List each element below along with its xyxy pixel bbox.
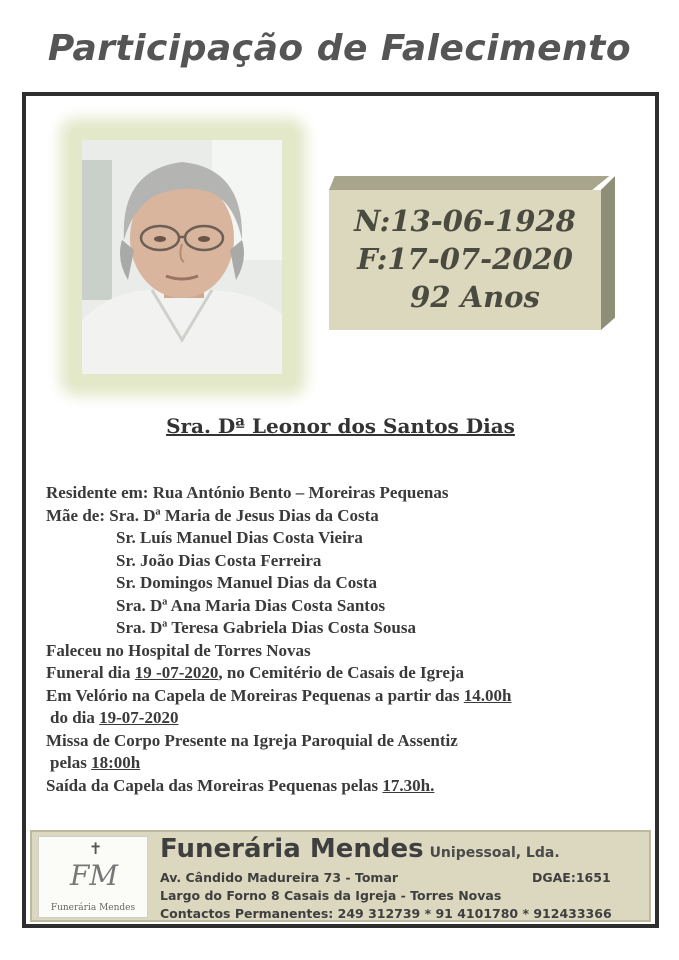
portrait-illustration [82, 140, 282, 374]
dates-plaque [329, 176, 615, 330]
company-type: Unipessoal, Lda. [429, 845, 560, 861]
died-at-line: Faleceu no Hospital de Torres Novas [46, 640, 311, 660]
death-date: F:17-07-2020 [357, 242, 573, 277]
wake-time: 14.00h [463, 685, 512, 705]
child-name: Sra. Dª Maria de Jesus Dias da Costa [109, 505, 379, 525]
departure-time: 17.30h. [382, 775, 435, 795]
birth-date: N:13-06-1928 [354, 204, 576, 239]
funeral-home-banner [30, 830, 651, 922]
wake-line [46, 685, 646, 708]
child-name: Sra. Dª Ana Maria Dias Costa Santos [116, 595, 386, 615]
wake-date: 19-07-2020 [99, 708, 179, 727]
obituary-frame [22, 92, 659, 928]
obituary-details [46, 482, 646, 797]
child-name: Sr. João Dias Costa Ferreira [116, 550, 322, 570]
age: 92 Anos [410, 279, 540, 314]
funeral-home-logo [38, 836, 148, 918]
wake-day-line [46, 707, 646, 730]
funeral-date: 19 -07-2020 [134, 663, 219, 682]
child-name: Sr. Domingos Manuel Dias da Costa [116, 573, 378, 592]
plaque-top-edge [329, 176, 615, 190]
plaque-face [329, 190, 601, 330]
residence-line: Residente em: Rua António Bento – Moreiras Pequenas [46, 483, 449, 502]
plaque-side-edge [601, 176, 615, 330]
mass-time-line [46, 752, 646, 775]
children-first-line [46, 505, 646, 528]
cross-icon: ✝ [89, 839, 103, 858]
contacts-line: Contactos Permanentes: 249 312739 * 91 4101780 * 912433366 [160, 906, 612, 921]
dgae-number: DGAE:1651 [532, 870, 611, 885]
child-name: Sra. Dª Teresa Gabriela Dias Costa Sousa [116, 618, 416, 637]
mother-of-label: Mãe de: [46, 505, 110, 525]
funeral-home-name-line [160, 834, 560, 864]
deceased-name: Sra. Dª Leonor dos Santos Dias [166, 414, 515, 438]
wake-day-prefix: do dia [50, 708, 100, 727]
funeral-prefix: Funeral dia [46, 663, 135, 682]
portrait-photo [82, 140, 282, 374]
departure-line [46, 775, 646, 798]
logo-monogram: FM [69, 859, 119, 892]
funeral-suffix: , no Cemitério de Casais de Igreja [218, 663, 465, 682]
departure-prefix: Saída da Capela das Moreiras Pequenas pelas [46, 775, 383, 795]
mass-time-prefix: pelas [50, 753, 92, 772]
funeral-line [46, 662, 646, 685]
funeral-home-name: Funerária Mendes [160, 834, 424, 864]
page-title: Participação de Falecimento [47, 28, 632, 69]
logo-caption: Funerária Mendes [50, 903, 136, 913]
address-line-2: Largo do Forno 8 Casais da Igreja - Torres Novas [160, 888, 502, 903]
child-name: Sr. Luís Manuel Dias Costa Vieira [116, 528, 363, 547]
address-line-1: Av. Cândido Madureira 73 - Tomar [160, 870, 399, 885]
mass-time: 18:00h [91, 753, 141, 772]
mass-line: Missa de Corpo Presente na Igreja Paroquial de Assentiz [46, 730, 458, 750]
wake-prefix: Em Velório na Capela de Moreiras Pequenas a partir das [46, 685, 464, 705]
